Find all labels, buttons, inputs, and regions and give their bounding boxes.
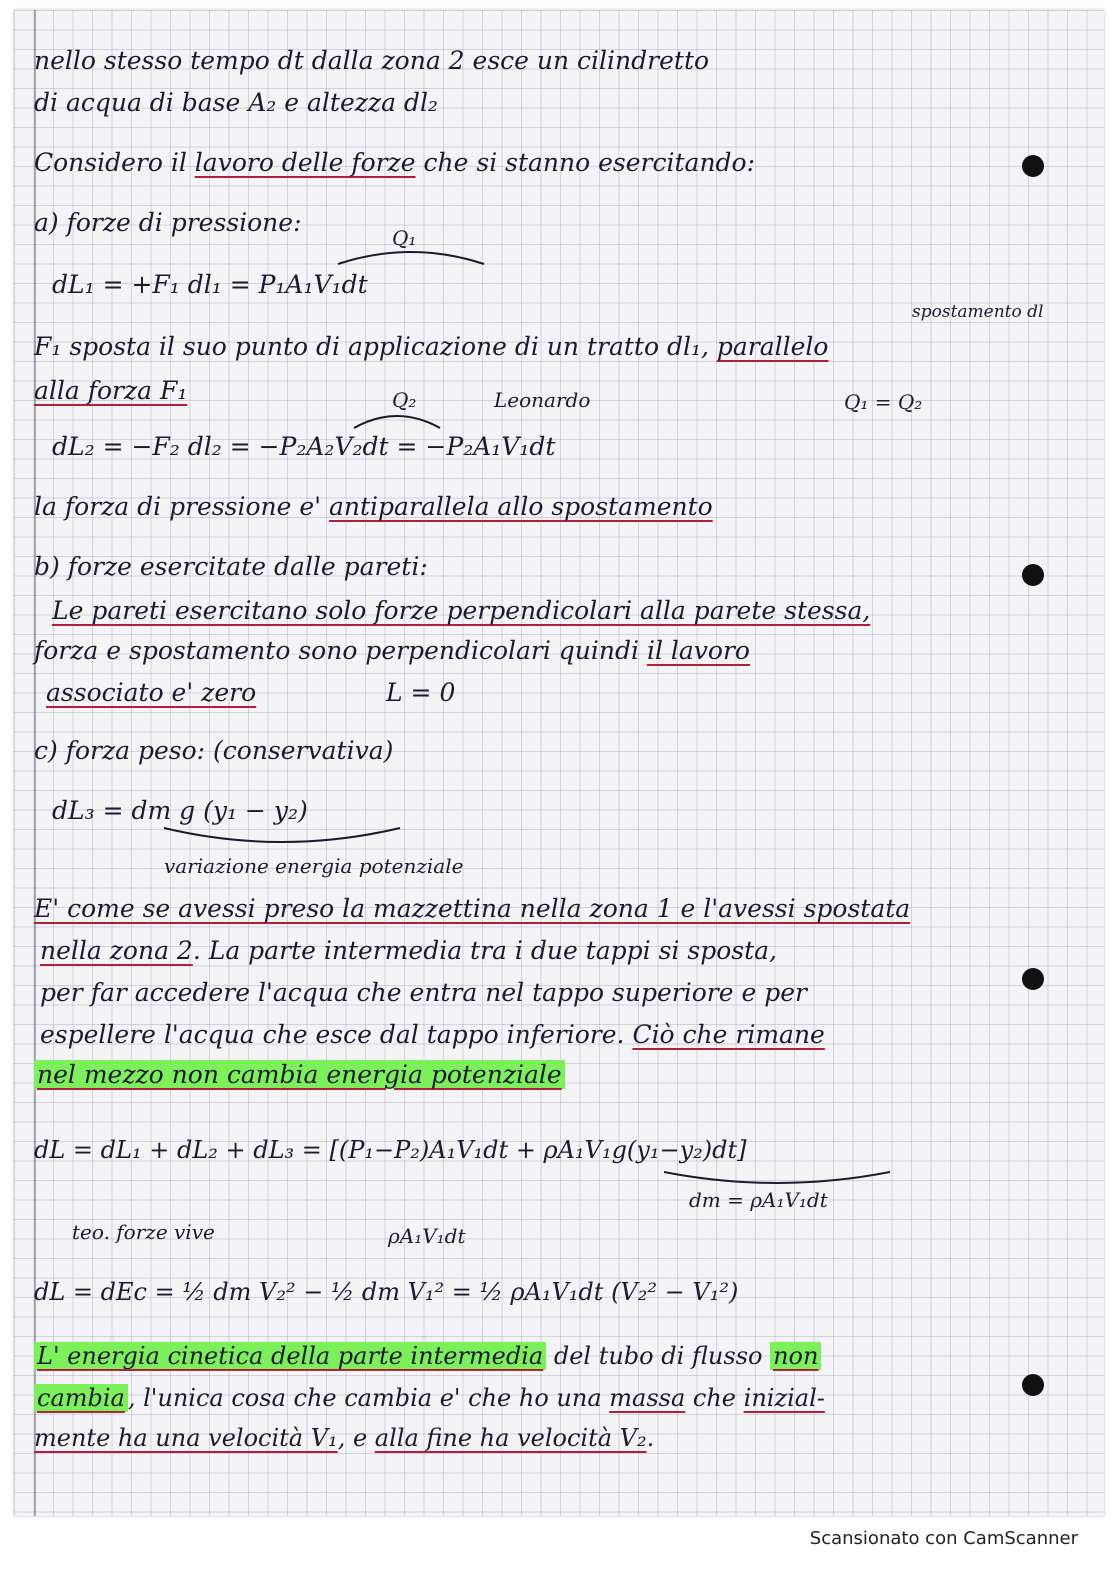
underlined-text: alla fine ha velocità V₂ bbox=[374, 1424, 647, 1452]
text-line-1: nello stesso tempo dt dalla zona 2 esce un cilindretto bbox=[34, 46, 710, 75]
q2-label: Q₂ bbox=[392, 388, 417, 412]
underlined-text: massa bbox=[609, 1384, 686, 1412]
brace-dm bbox=[662, 1170, 892, 1190]
text-line-27 bbox=[34, 1386, 825, 1410]
section-c-heading: c) forza peso: (conservativa) bbox=[34, 736, 394, 765]
section-b-heading: b) forze esercitate dalle pareti: bbox=[34, 552, 428, 581]
text-segment: . La parte intermedia tra i due tappi si sposta, bbox=[192, 936, 777, 965]
equation-kinetic: dL = dEc = ½ dm V₂² − ½ dm V₁² = ½ ρA₁V₁dt (V₂² − V₁²) bbox=[34, 1278, 739, 1306]
equation-dl2: dL₂ = −F₂ dl₂ = −P₂A₂V₂dt = −P₂A₁V₁dt bbox=[52, 432, 556, 461]
brace-potential bbox=[162, 826, 402, 850]
brace-q2 bbox=[352, 410, 442, 430]
text-line-3 bbox=[34, 150, 755, 175]
text-segment: che bbox=[685, 1384, 744, 1412]
underlined-text: associato e' zero bbox=[46, 678, 257, 707]
text-segment: forza e spostamento sono perpendicolari quindi bbox=[34, 636, 647, 665]
binder-hole-1 bbox=[1022, 155, 1044, 177]
text-line-11: Le pareti esercitano solo forze perpendicolari alla parete stessa, bbox=[52, 596, 871, 625]
scanner-watermark: Scansionato con CamScanner bbox=[809, 1528, 1078, 1549]
underlined-text: lavoro delle forze bbox=[194, 148, 416, 177]
highlighted-text: nel mezzo non cambia energia potenziale bbox=[34, 1060, 565, 1089]
text-line-9 bbox=[34, 494, 713, 519]
text-line-12 bbox=[34, 638, 750, 663]
brace-q1 bbox=[336, 246, 486, 266]
underlined-text: mente ha una velocità V₁ bbox=[34, 1424, 338, 1452]
underlined-text: nella zona 2 bbox=[40, 936, 193, 965]
text-segment: . bbox=[646, 1424, 655, 1452]
section-a-heading: a) forze di pressione: bbox=[34, 208, 302, 237]
highlighted-text: non bbox=[770, 1342, 821, 1370]
underlined-text: parallelo bbox=[716, 332, 829, 361]
underlined-text: antiparallela allo spostamento bbox=[328, 492, 713, 521]
text-line-2: di acqua di base A₂ e altezza dl₂ bbox=[34, 88, 438, 117]
text-line-19: per far accedere l'acqua che entra nel tappo superiore e per bbox=[40, 978, 807, 1007]
dm-note: ρA₁V₁dt bbox=[388, 1224, 466, 1248]
text-segment: che si stanno esercitando: bbox=[415, 148, 756, 177]
kinetic-theorem-note: teo. forze vive bbox=[72, 1220, 215, 1244]
text-line-6 bbox=[34, 334, 828, 359]
equation-dl3: dL₃ = dm g (y₁ − y₂) bbox=[52, 796, 308, 825]
q-equality: Q₁ = Q₂ bbox=[844, 390, 923, 414]
text-segment: , e bbox=[337, 1424, 375, 1452]
dm-definition: dm = ρA₁V₁dt bbox=[689, 1188, 828, 1212]
text-line-21 bbox=[34, 1062, 565, 1087]
equation-dl-total: dL = dL₁ + dL₂ + dL₃ = [(P₁−P₂)A₁V₁dt + ρA₁V₁g(y₁−y₂)dt] bbox=[34, 1136, 747, 1164]
highlighted-text: cambia bbox=[34, 1384, 128, 1412]
text-line-18 bbox=[40, 938, 777, 963]
text-segment: la forza di pressione e' bbox=[34, 492, 329, 521]
highlighted-text: L' energia cinetica della parte intermedia bbox=[34, 1342, 546, 1370]
text-line-26 bbox=[34, 1344, 821, 1368]
text-line-13 bbox=[46, 680, 256, 705]
binder-hole-4 bbox=[1022, 1374, 1044, 1396]
underlined-text: il lavoro bbox=[646, 636, 750, 665]
text-line-17: E' come se avessi preso la mazzettina nella zona 1 e l'avessi spostata bbox=[34, 894, 911, 923]
text-segment: del tubo di flusso bbox=[546, 1342, 771, 1370]
text-segment: F₁ sposta il suo punto di applicazione di un tratto dl₁, bbox=[34, 332, 717, 361]
notebook-page bbox=[14, 10, 1104, 1516]
underlined-text: inizial- bbox=[743, 1384, 825, 1412]
binder-hole-2 bbox=[1022, 564, 1044, 586]
text-segment: espellere l'acqua che esce dal tappo inferiore. bbox=[40, 1020, 633, 1049]
margin-note-spostamento: spostamento dl bbox=[912, 302, 1044, 322]
equation-l-zero: L = 0 bbox=[386, 678, 456, 707]
leonardo-note: Leonardo bbox=[494, 388, 591, 412]
potential-energy-note: variazione energia potenziale bbox=[164, 854, 464, 878]
underlined-text: Ciò che rimane bbox=[632, 1020, 825, 1049]
text-segment: , l'unica cosa che cambia e' che ho una bbox=[127, 1384, 610, 1412]
text-segment: Considero il bbox=[34, 148, 195, 177]
q1-label: Q₁ bbox=[392, 226, 417, 250]
text-line-7: alla forza F₁ bbox=[34, 376, 188, 405]
binder-hole-3 bbox=[1022, 968, 1044, 990]
text-line-20 bbox=[40, 1022, 825, 1047]
text-line-28 bbox=[34, 1426, 654, 1450]
equation-dl1: dL₁ = +F₁ dl₁ = P₁A₁V₁dt bbox=[52, 270, 368, 299]
